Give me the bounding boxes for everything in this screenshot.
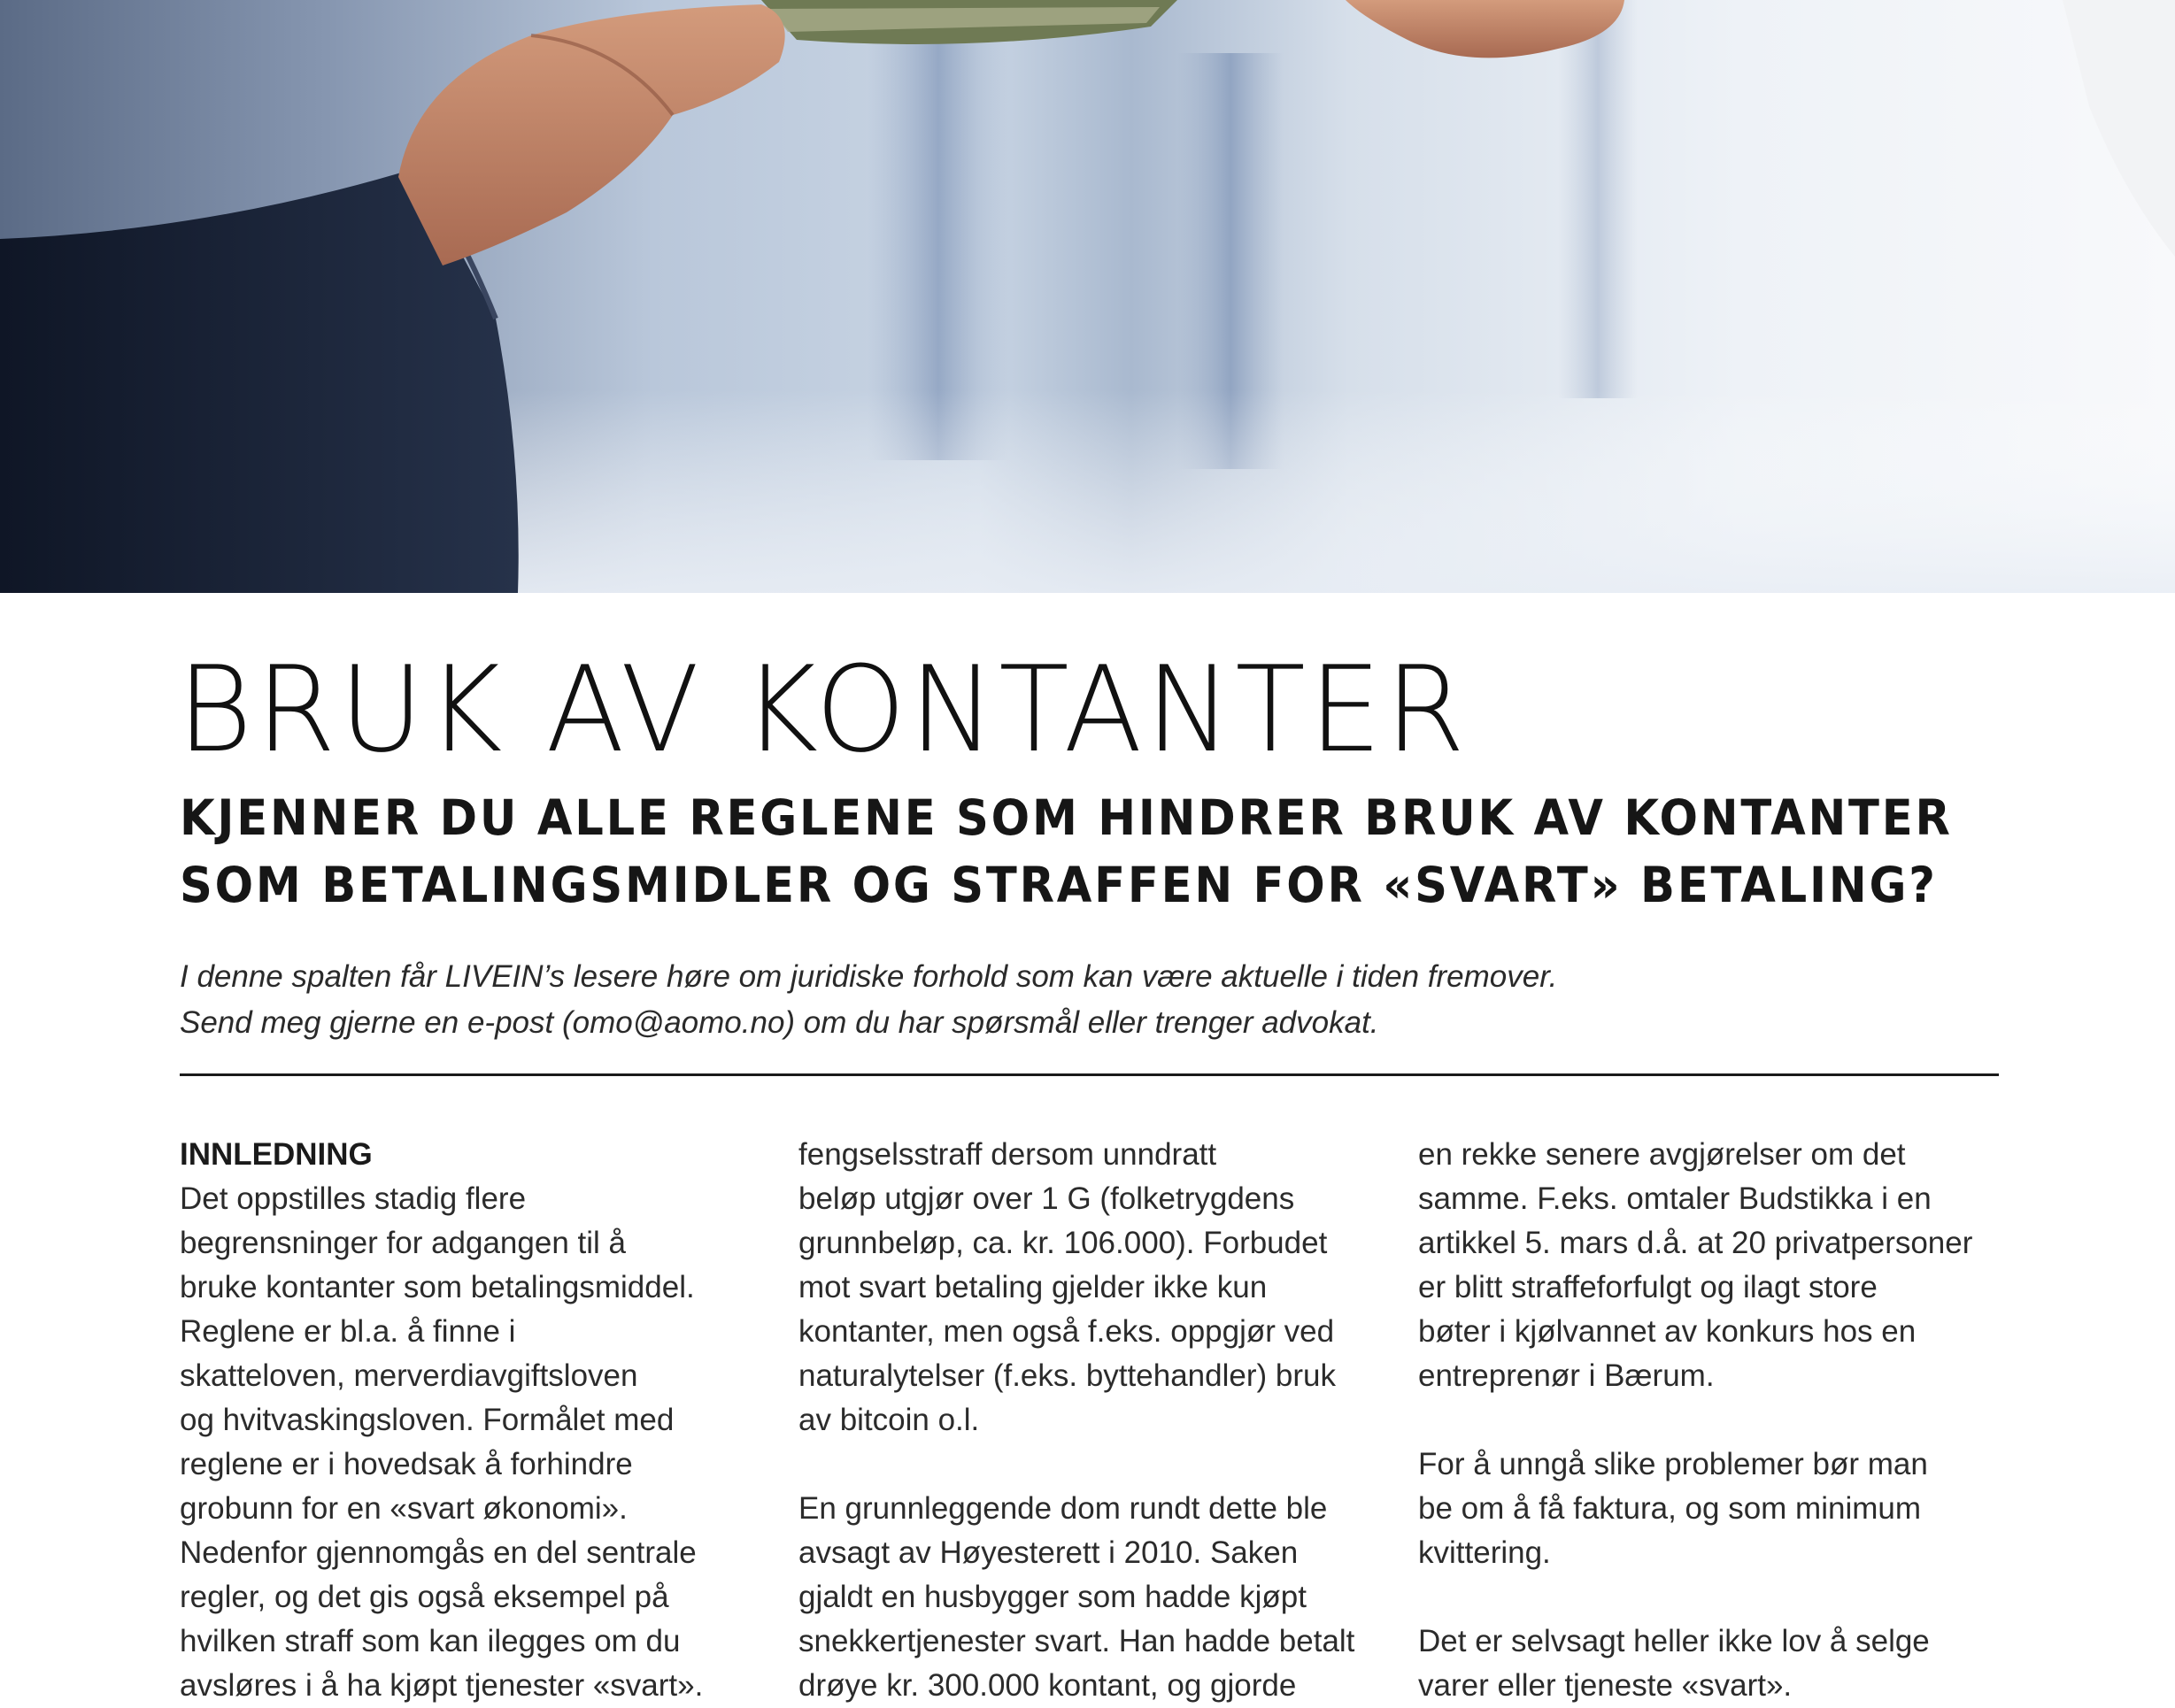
text-line: avsagt av Høyesterett i 2010. Saken	[798, 1535, 1299, 1570]
article-subtitle	[180, 784, 1953, 919]
hero-photo	[0, 0, 2175, 593]
text-line: entreprenør i Bærum.	[1418, 1358, 1715, 1393]
article-column-3	[1418, 1133, 2020, 1708]
text-line: hvilken straff som kan ilegges om du	[180, 1624, 681, 1658]
text-line: Det er selvsagt heller ikke lov å selge	[1418, 1624, 1930, 1658]
text-line: skatteloven, merverdiavgiftsloven	[180, 1358, 638, 1393]
paragraph-gap	[1418, 1575, 2020, 1620]
text-line: og hvitvaskingsloven. Formålet med	[180, 1403, 675, 1437]
paragraph-gap	[798, 1443, 1400, 1487]
intro-line: I denne spalten får LIVEIN’s lesere høre om juridiske forhold som kan være aktuelle i tiden fremover.	[180, 959, 1558, 994]
text-line: be om å få faktura, og som minimum	[1418, 1491, 1921, 1526]
text-line: avsløres i å ha kjøpt tjenester «svart».	[180, 1668, 704, 1703]
text-line: kvittering.	[1418, 1535, 1551, 1570]
article-column-2	[798, 1133, 1400, 1708]
text-line: Det oppstilles stadig flere	[180, 1181, 527, 1216]
subtitle-line: SOM BETALINGSMIDLER OG STRAFFEN FOR «SVART» BETALING?	[180, 857, 1938, 913]
text-line: begrensninger for adgangen til å	[180, 1226, 626, 1260]
text-line: varer eller tjeneste «svart».	[1418, 1668, 1793, 1703]
intro-line: Send meg gjerne en e-post (omo@aomo.no) om du har spørsmål eller trenger advokat.	[180, 1005, 1379, 1040]
article-intro	[180, 954, 1557, 1046]
text-line: mot svart betaling gjelder ikke kun	[798, 1270, 1268, 1304]
text-line: en rekke senere avgjørelser om det	[1418, 1137, 1906, 1172]
text-line: av bitcoin o.l.	[798, 1403, 980, 1437]
cash-handover-photo-icon	[0, 0, 2175, 593]
text-line: For å unngå slike problemer bør man	[1418, 1447, 1928, 1481]
text-line: drøye kr. 300.000 kontant, og gjorde	[798, 1668, 1297, 1703]
text-line: bøter i kjølvannet av konkurs hos en	[1418, 1314, 1917, 1349]
text-line: artikkel 5. mars d.å. at 20 privatpersoner	[1418, 1226, 1973, 1260]
text-line: snekkertjenester svart. Han hadde betalt	[798, 1624, 1355, 1658]
text-line: regler, og det gis også eksempel på	[180, 1580, 669, 1614]
text-line: Nedenfor gjennomgås en del sentrale	[180, 1535, 697, 1570]
text-line: reglene er i hovedsak å forhindre	[180, 1447, 633, 1481]
text-line: er blitt straffeforfulgt og ilagt store	[1418, 1270, 1878, 1304]
paragraph-gap	[1418, 1398, 2020, 1443]
article-title: BRUK AV KONTANTER	[177, 641, 1469, 779]
subtitle-line: KJENNER DU ALLE REGLENE SOM HINDRER BRUK AV KONTANTER	[180, 789, 1953, 846]
text-line: fengselsstraff dersom unndratt	[798, 1137, 1217, 1172]
text-line: bruke kontanter som betalingsmiddel.	[180, 1270, 695, 1304]
section-heading: INNLEDNING	[180, 1137, 373, 1172]
text-line: En grunnleggende dom rundt dette ble	[798, 1491, 1328, 1526]
section-divider	[180, 1073, 1999, 1076]
text-line: grunnbeløp, ca. kr. 106.000). Forbudet	[798, 1226, 1328, 1260]
text-line: samme. F.eks. omtaler Budstikka i en	[1418, 1181, 1932, 1216]
article-column-1	[180, 1133, 782, 1708]
text-line: kontanter, men også f.eks. oppgjør ved	[798, 1314, 1335, 1349]
text-line: grobunn for en «svart økonomi».	[180, 1491, 628, 1526]
text-line: gjaldt en husbygger som hadde kjøpt	[798, 1580, 1307, 1614]
text-line: beløp utgjør over 1 G (folketrygdens	[798, 1181, 1295, 1216]
text-line: Reglene er bl.a. å finne i	[180, 1314, 516, 1349]
text-line: naturalytelser (f.eks. byttehandler) bruk	[798, 1358, 1336, 1393]
